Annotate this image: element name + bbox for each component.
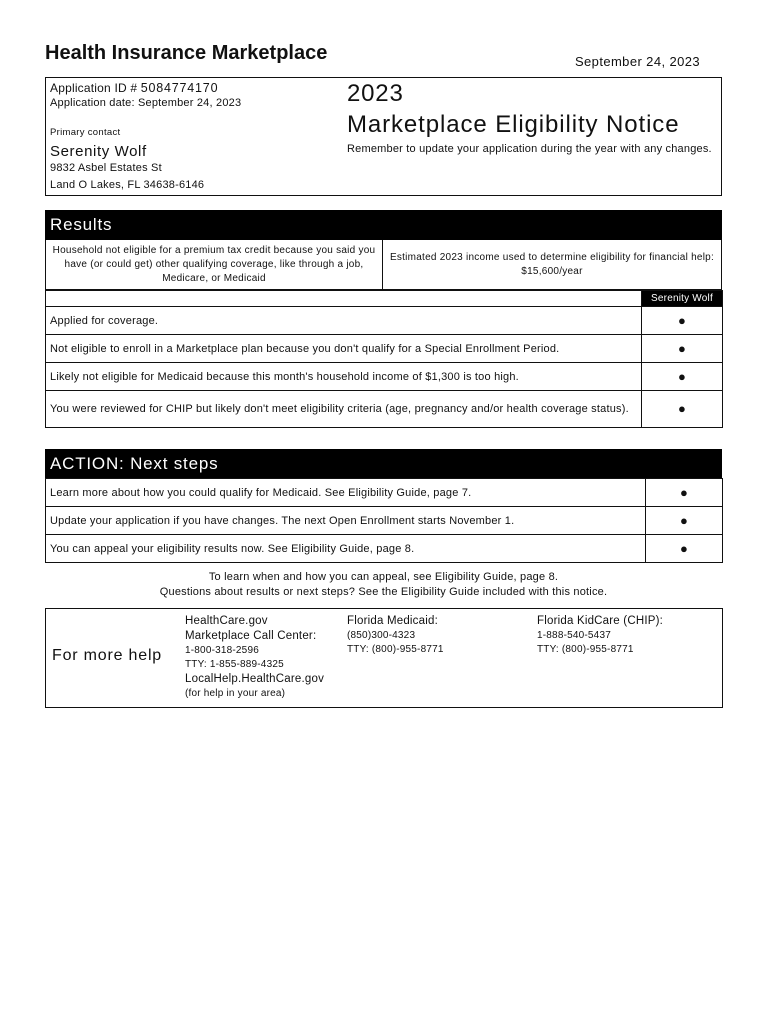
- call-center-label: Marketplace Call Center:: [185, 630, 317, 642]
- call-center-tty: TTY: 1-855-889-4325: [185, 659, 284, 670]
- application-date: Application date: September 24, 2023: [50, 97, 242, 109]
- result-bullet: ●: [642, 307, 723, 335]
- results-summary: [45, 240, 722, 290]
- healthcare-gov-link[interactable]: HealthCare.gov: [185, 615, 268, 627]
- table-row: [46, 335, 723, 363]
- appeal-line-1: To learn when and how you can appeal, see Eligibility Guide, page 8.: [208, 571, 559, 583]
- step-bullet: ●: [646, 479, 723, 507]
- medicaid-title: Florida Medicaid:: [347, 615, 438, 627]
- help-title: For more help: [52, 647, 162, 664]
- kidcare-phone: 1-888-540-5437: [537, 630, 611, 641]
- marketplace-brand: Health Insurance Marketplace: [45, 42, 328, 64]
- table-row: [46, 507, 723, 535]
- table-row: [46, 307, 723, 335]
- florida-kidcare-contacts: [537, 614, 663, 657]
- florida-medicaid-contacts: [347, 614, 444, 657]
- primary-contact-label: Primary contact: [50, 127, 121, 138]
- table-row: [46, 391, 723, 428]
- next-steps-table: [45, 478, 723, 563]
- applicant-info: [50, 81, 350, 193]
- application-id-line: [50, 81, 350, 96]
- application-id: 5084774170: [140, 81, 219, 95]
- notice-title: Marketplace Eligibility Notice: [347, 111, 680, 138]
- result-text: Likely not eligible for Medicaid because this month's household income of $1,300 is too high.: [46, 363, 642, 391]
- update-reminder: Remember to update your application during the year with any changes.: [347, 143, 712, 155]
- table-row: [46, 363, 723, 391]
- result-bullet: ●: [642, 335, 723, 363]
- table-row: [46, 479, 723, 507]
- results-table-header: [46, 291, 723, 307]
- results-table: [45, 290, 723, 428]
- notice-year: 2023: [347, 80, 404, 107]
- notice-header: [45, 77, 722, 196]
- call-center-phone: 1-800-318-2596: [185, 645, 259, 656]
- local-help-note: (for help in your area): [185, 688, 286, 699]
- healthcare-gov-contacts: [185, 614, 324, 701]
- premium-tax-credit-summary: Household not eligible for a premium tax credit because you said you have (or could get) other qualifying coverage, like through a job, Medicare, or Medicaid: [46, 240, 383, 289]
- step-bullet: ●: [646, 535, 723, 563]
- member-column-header: Serenity Wolf: [642, 291, 723, 307]
- notice-title-block: [347, 79, 719, 155]
- result-bullet: ●: [642, 363, 723, 391]
- result-text: You were reviewed for CHIP but likely don't meet eligibility criteria (age, pregnancy and/or health coverage status).: [46, 391, 642, 428]
- medicaid-phone: (850)300-4323: [347, 630, 416, 641]
- result-text: Applied for coverage.: [46, 307, 642, 335]
- step-text: You can appeal your eligibility results now. See Eligibility Guide, page 8.: [46, 535, 646, 563]
- estimated-income-summary: Estimated 2023 income used to determine eligibility for financial help: $15,600/year: [389, 251, 715, 277]
- table-row: [46, 535, 723, 563]
- step-text: Update your application if you have changes. The next Open Enrollment starts November 1.: [46, 507, 646, 535]
- local-help-link[interactable]: LocalHelp.HealthCare.gov: [185, 673, 325, 685]
- results-header-blank: [46, 291, 642, 307]
- help-box: [45, 608, 723, 708]
- contact-name: Serenity Wolf: [50, 143, 147, 160]
- result-text: Not eligible to enroll in a Marketplace plan because you don't qualify for a Special Enrollment Period.: [46, 335, 642, 363]
- address-line-1: 9832 Asbel Estates St: [50, 162, 162, 174]
- medicaid-tty: TTY: (800)-955-8771: [347, 644, 444, 655]
- notice-date: September 24, 2023: [574, 54, 700, 69]
- application-id-label: Application ID #: [50, 81, 138, 95]
- result-bullet: ●: [642, 391, 723, 428]
- kidcare-tty: TTY: (800)-955-8771: [537, 644, 634, 655]
- appeal-info: [45, 570, 722, 600]
- step-bullet: ●: [646, 507, 723, 535]
- results-heading: Results: [45, 210, 722, 240]
- kidcare-title: Florida KidCare (CHIP):: [537, 615, 664, 627]
- appeal-line-2: Questions about results or next steps? See the Eligibility Guide included with this notice.: [159, 586, 608, 598]
- next-steps-heading: ACTION: Next steps: [45, 449, 722, 479]
- step-text: Learn more about how you could qualify for Medicaid. See Eligibility Guide, page 7.: [46, 479, 646, 507]
- address-line-2: Land O Lakes, FL 34638-6146: [50, 179, 205, 191]
